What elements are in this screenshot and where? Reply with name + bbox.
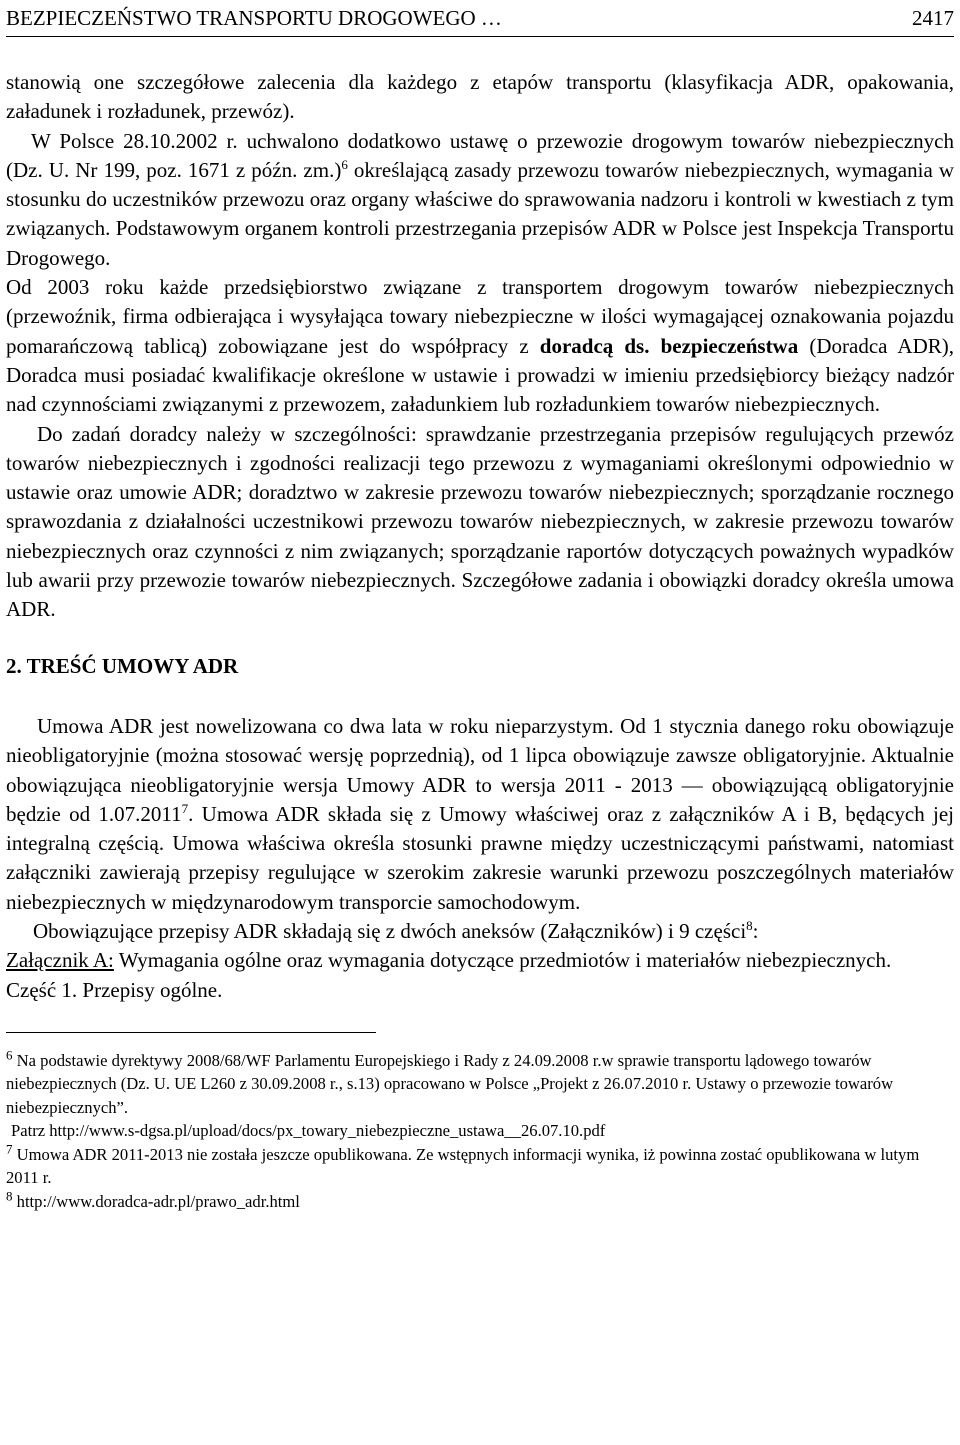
footnote-6-text: Na podstawie dyrektywy 2008/68/WF Parlamentu Europejskiego i Rady z 24.09.2008 r.w sprawie transportu lądowego towarów niebezpiecznych (Dz. U. UE L260 z 30.09.2008 r., s.13) opracowano w Polsce „Projekt z 26.07.2010 r. Ustawy o przewozie towarów niebezpiecznych”. (6, 1050, 894, 1117)
body-text (6, 68, 954, 1005)
annex-a-label: Załącznik A: (6, 948, 114, 973)
paragraph-5-text: Umowa ADR jest nowelizowana co dwa lata w roku nieparzystym. Od 1 stycznia danego roku obowiązuje nieobligatoryjnie (można stosować wersję poprzednią), od 1 lipca obowiązuje zawsze obligatoryjnie. Aktualnie obowiązująca nieobligatoryjnie wersja Umowy ADR to wersja 2011 - 2013 — obowiązującą obligatoryjnie będzie od 1.07.2011 (6, 713, 954, 826)
paragraph-7 (6, 946, 954, 975)
paragraph-3-bold: doradcą ds. bezpieczeństwa (539, 333, 799, 358)
paragraph-6-text: Obowiązujące przepisy ADR składają się z dwóch aneksów (Załączników) i 9 części (33, 919, 747, 944)
paragraph-5-text-cont: . Umowa ADR składa się z Umowy właściwej oraz z załączników A i B, będących jej integralną częścią. Umowa właściwa określa stosunki prawne między uczestniczącymi państwami, natomiast załączniki zawierają przepisy regulujące w szerokim zakresie warunki przewozu poszczególnych materiałów niebezpiecznych w międzynarodowym transporcie samochodowym. (6, 801, 954, 914)
paragraph-3-text: Od 2003 roku każde przedsiębiorstwo związane z transportem drogowym towarów niebezpiecznych (przewoźnik, firma odbierająca i wysyłająca towary niebezpieczne w ilości wymagającej oznakowania pojazdu pomarańczową tablicą) zobowiązane jest do współpracy z (6, 275, 954, 358)
footnote-7-text: Umowa ADR 2011-2013 nie została jeszcze opublikowana. Ze wstępnych informacji wynika, iż powinna zostać opublikowana w lutym 2011 r. (6, 1144, 920, 1188)
annex-a-text: Wymagania ogólne oraz wymagania dotyczące przedmiotów i materiałów niebezpiecznych. (113, 948, 892, 973)
footnote-6-link[interactable]: Patrz http://www.s-dgsa.pl/upload/docs/px_towary_niebezpieczne_ustawa__26.07.10.pdf (11, 1121, 606, 1141)
paragraph-3 (6, 273, 954, 419)
footnote-6-number: 6 (6, 1047, 13, 1063)
paragraph-1: stanowią one szczegółowe zalecenia dla każdego z etapów transportu (klasyfikacja ADR, opakowania, załadunek i rozładunek, przewóz). (6, 70, 954, 124)
footnotes (6, 1049, 954, 1214)
paragraph-3-text-cont: (Doradca ADR), Doradca musi posiadać kwalifikacje określone w ustawie i prowadzi w imieniu przedsiębiorcy bieżący nadzór nad czynnościami związanymi z przewozem, załadunkiem lub rozładunkiem towarów niebezpiecznych. (6, 333, 955, 417)
footnote-7 (6, 1143, 954, 1190)
paragraph-6 (6, 917, 954, 946)
section-heading: 2. TREŚĆ UMOWY ADR (6, 653, 239, 678)
running-header (6, 0, 954, 37)
paragraph-6-text-cont: : (752, 919, 759, 944)
paragraph-2 (6, 127, 954, 273)
footnote-8 (6, 1190, 954, 1214)
footnote-ref-8: 8 (746, 918, 753, 934)
footnote-ref-6: 6 (341, 156, 348, 172)
footnote-divider (6, 1032, 376, 1033)
paragraph-2-text: W Polsce 28.10.2002 r. uchwalono dodatkowo ustawę o przewozie drogowym towarów niebezpiecznych (Dz. U. Nr 199, poz. 1671 z późn. zm.) (6, 128, 954, 182)
paragraph-2-text-cont: określającą zasady przewozu towarów niebezpiecznych, wymagania w stosunku do uczestników przewozu oraz organy właściwe do sprawowania nadzoru i kontroli w kwestiach z tym związanych. Podstawowym organem kontroli przestrzegania przepisów ADR w Polsce jest Inspekcja Transportu Drogowego. (6, 157, 954, 270)
page-number: 2417 (912, 6, 954, 30)
paragraph-8: Część 1. Przepisy ogólne. (6, 977, 223, 1002)
footnote-6 (6, 1049, 954, 1120)
footnote-8-number: 8 (6, 1188, 13, 1204)
footnote-8-link[interactable]: http://www.doradca-adr.pl/prawo_adr.html (12, 1191, 300, 1211)
paragraph-4: Do zadań doradcy należy w szczególności: sprawdzanie przestrzegania przepisów regulujących przewóz towarów niebezpiecznych i zgodności realizacji tego przewozu z wymaganiami określonymi odpowiednio w ustawie oraz umowie ADR; doradztwo w zakresie przewozu towarów niebezpiecznych; sporządzanie rocznego sprawozdania z działalności uczestnikowi przewozu towarów niebezpiecznych, w zakresie przewozu towarów niebezpiecznych oraz czynności z nim związanych; sporządzanie raportów dotyczących poważnych wypadków lub awarii przy przewozie towarów niebezpiecznych. Szczegółowe zadania i obowiązki doradcy określa umowa ADR. (6, 421, 954, 622)
footnote-7-number: 7 (6, 1141, 13, 1157)
paragraph-5 (6, 712, 954, 917)
document-page (6, 0, 954, 1213)
header-title: BEZPIECZEŃSTWO TRANSPORTU DROGOWEGO … (6, 6, 502, 30)
footnote-ref-7: 7 (181, 800, 189, 816)
